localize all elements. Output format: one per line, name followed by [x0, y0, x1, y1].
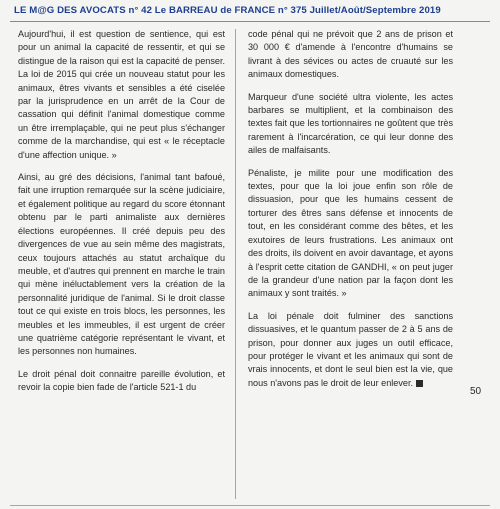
conclusion-text: La loi pénale doit fulminer des sanctions dissuasives, et le quantum passer de 2 à 5 ans de prison, pour donner aux juges un outil efficace, pour protéger le vivant et les animaux qui sont de vrais innocents, et dont le seul bien est la vie, que nous n'avons pas le droit de leur enlever.: [248, 310, 453, 388]
page-number: 50: [470, 386, 482, 397]
column-divider: [235, 29, 236, 499]
paragraph-sentience: Aujourd'hui, il est question de sentience, qui est pour un animal la capacité de ressentir, et qui se distingue de la raison qui est la capacité de penser. La loi de 2015 qui crée un nouveau statut pour les animaux, êtres vivants et sensibles a été ciselée par la jurisprudence en un arrêt de la Cour de cassation qui définit l'animal domestique comme un être irremplaçable, qui ne peut plus s'échanger comme de la marchandise, qui est « le réceptacle d'une affection unique. »: [18, 29, 225, 160]
header-rule: [10, 21, 490, 22]
left-column: [18, 28, 225, 404]
end-of-article-mark: [416, 380, 423, 387]
paragraph-loi-penale: [248, 310, 453, 390]
paragraph-penaliste: Pénaliste, je milite pour une modification des textes, pour que la loi joue enfin son rôle de dissuasion, pour que les humains cessent de torturer des êtres sans défense et innocents de tout, en les considérant comme des bêtes, et les exutoires de leurs frustrations. Les animaux ont des droits, ils doivent en avoir davantage, et ayons à l'esprit cette citation de GANDHI, « on peut juger de la grandeur d'une nation par la façon dont les animaux y sont traités. »: [248, 167, 453, 299]
right-column: [248, 28, 453, 399]
paragraph-jurisprudence: Ainsi, au gré des décisions, l'animal tant bafoué, fait une irruption remarquée sur la scène judiciaire, et également politique au regard du score étonnant obtenu par le parti animaliste aux dernières élections européennes. Il créé depuis peu des divergences de vue au sein même des magistrats, ceux toujours attachés au statut archaïque du meuble, et d'autres qui prennent en marche le train qui mène inéluctablement vers la création de la personnalité juridique de l'animal. Si le droit classe tout ce qui existe en trois blocs, les personnes, les meubles et les immeubles, il est urgent de créer une quatrième catégorie représentant le vivant, et les personnes non humaines.: [18, 172, 225, 357]
magazine-header: LE M@G DES AVOCATS n° 42 Le BARREAU de FRANCE n° 375 Juillet/Août/Septembre 2019: [14, 5, 441, 16]
footer-rule: [10, 505, 490, 506]
paragraph-code-penal: code pénal qui ne prévoit que 2 ans de prison et 30 000 € d'amende à l'encontre d'humains se livrant à des sévices ou actes de cruauté sur les animaux domestiques.: [248, 29, 453, 80]
paragraph-societe-violente: Marqueur d'une société ultra violente, les actes barbares se multiplient, et la combinaison des textes fait que les tortionnaires ne goûtent que très rarement à l'incarcération, ce qui leur donne des ailes de malfaisants.: [248, 91, 453, 156]
paragraph-droit-penal: Le droit pénal doit connaitre pareille évolution, et revoir la copie bien fade de l'article 521-1 du: [18, 368, 225, 393]
